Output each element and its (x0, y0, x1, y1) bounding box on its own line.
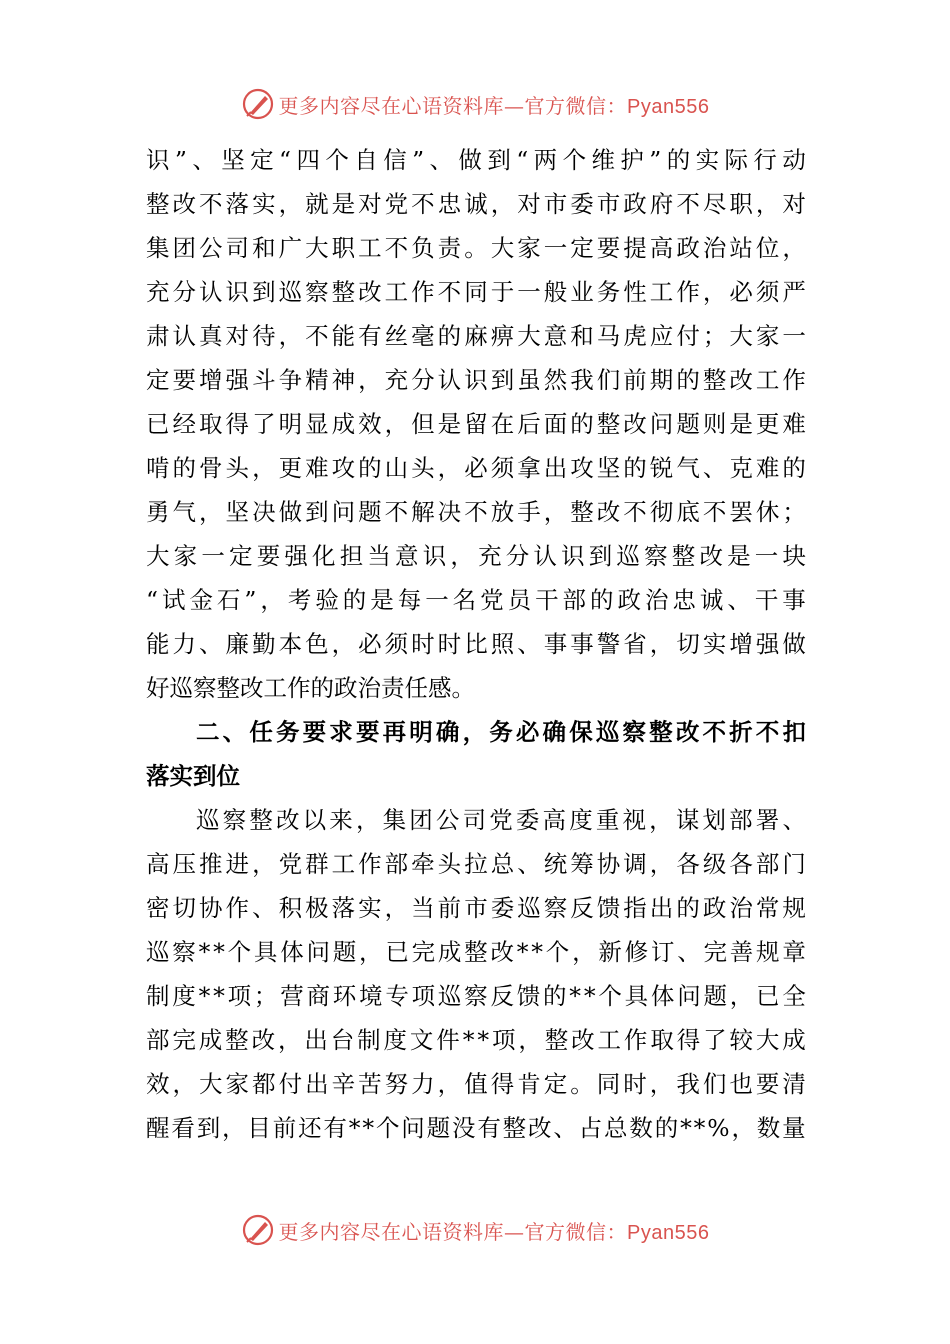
quill-logo-icon (241, 1213, 275, 1247)
paragraph2-line: 效 ， 大 家 都 付 出 辛 苦 努 力 ， 值 得 肯 定 。 同 时 ， 我 们 也 要 清 (146, 1070, 806, 1098)
paragraph2-line: 巡 察 * * 个 具 体 问 题 ， 已 完 成 整 改 * * 个 ， 新 修 订 、 完 善 规 章 (146, 938, 806, 966)
paragraph2-line: 醒 看 到 ， 目 前 还 有 * * 个 问 题 没 有 整 改 、 占 总 数 的 * * % ， 数 量 (146, 1114, 806, 1142)
paragraph2-line: 制 度 * * 项 ； 营 商 环 境 专 项 巡 察 反 馈 的 * * 个 具 体 问 题 ， 已 全 (146, 982, 806, 1010)
paragraph1-line: 整 改 不 落 实 ， 就 是 对 党 不 忠 诚 ， 对 市 委 市 政 府 不 尽 职 ， 对 (146, 190, 806, 218)
paragraph1-line: 定 要 增 强 斗 争 精 神 ， 充 分 认 识 到 虽 然 我 们 前 期 的 整 改 工 作 (146, 366, 806, 394)
watermark-text: 更多内容尽在心语资料库—官方微信：Pyan556 (278, 93, 710, 118)
paragraph2-line: 高 压 推 进 ， 党 群 工 作 部 牵 头 拉 总 、 统 筹 协 调 ， 各 级 各 部 门 (146, 850, 806, 878)
paragraph1-line: 集 团 公 司 和 广 大 职 工 不 负 责 。 大 家 一 定 要 提 高 政 治 站 位 ， (146, 234, 806, 262)
paragraph2-line: 部 完 成 整 改 ， 出 台 制 度 文 件 * * 项 ， 整 改 工 作 取 得 了 较 大 成 (146, 1026, 806, 1054)
quill-logo-icon (241, 87, 275, 121)
paragraph-1 (146, 138, 806, 710)
paragraph1-line: 勇 气 ， 坚 决 做 到 问 题 不 解 决 不 放 手 ， 整 改 不 彻 底 不 罢 休 ； (146, 498, 806, 526)
paragraph-2 (146, 798, 806, 1150)
heading-line: 落实到位 (146, 762, 240, 790)
paragraph1-line: 啃 的 骨 头 ， 更 难 攻 的 山 头 ， 必 须 拿 出 攻 坚 的 锐 气 、 克 难 的 (146, 454, 806, 482)
heading-line: 二 、 任 务 要 求 要 再 明 确 ， 务 必 确 保 巡 察 整 改 不 折 不 扣 (196, 718, 806, 746)
paragraph2-line: 巡 察 整 改 以 来 ， 集 团 公 司 党 委 高 度 重 视 ， 谋 划 部 署 、 (196, 806, 806, 834)
watermark-banner-top (0, 84, 950, 124)
watermark-banner-bottom (0, 1210, 950, 1250)
paragraph2-line: 密 切 协 作 、 积 极 落 实 ， 当 前 市 委 巡 察 反 馈 指 出 的 政 治 常 规 (146, 894, 806, 922)
paragraph1-line: 充 分 认 识 到 巡 察 整 改 工 作 不 同 于 一 般 业 务 性 工 作 ， 必 须 严 (146, 278, 806, 306)
paragraph1-line: 肃 认 真 对 待 ， 不 能 有 丝 毫 的 麻 痹 大 意 和 马 虎 应 付 ； 大 家 一 (146, 322, 806, 350)
paragraph1-line: 好巡察整改工作的政治责任感。 (146, 674, 475, 702)
paragraph1-line: 识 ” 、 坚 定 “ 四 个 自 信 ” 、 做 到 “ 两 个 维 护 ” 的 实 际 行 动 (146, 146, 806, 174)
paragraph1-line: “ 试 金 石 ” ， 考 验 的 是 每 一 名 党 员 干 部 的 政 治 忠 诚 、 干 事 (146, 586, 806, 614)
paragraph1-line: 能 力 、 廉 勤 本 色 ， 必 须 时 时 比 照 、 事 事 警 省 ， 切 实 增 强 做 (146, 630, 806, 658)
watermark-text: 更多内容尽在心语资料库—官方微信：Pyan556 (278, 1219, 710, 1244)
paragraph1-line: 已 经 取 得 了 明 显 成 效 ， 但 是 留 在 后 面 的 整 改 问 题 则 是 更 难 (146, 410, 806, 438)
paragraph1-line: 大 家 一 定 要 强 化 担 当 意 识 ， 充 分 认 识 到 巡 察 整 改 是 一 块 (146, 542, 806, 570)
section-heading (146, 710, 806, 798)
document-body (146, 138, 806, 1150)
